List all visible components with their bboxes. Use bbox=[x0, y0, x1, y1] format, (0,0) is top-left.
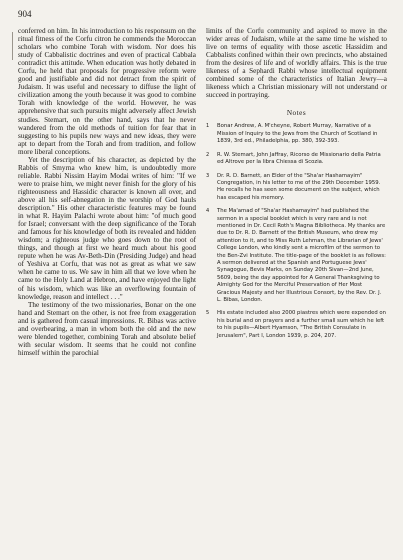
body-paragraph: The testimony of the two missionaries, Bonar on the one hand and Stemart on the other, is not free from exaggeration and is gathered from casual impressions. R. Bibas was active and overbearing, a man in whom both the old and the new were blended together, combining Torah and absolute belief with secular wisdom. It seems that he could not confine himself within the parochial bbox=[18, 300, 196, 357]
note-text: Dr. R. D. Barnett, an Elder of the "Sha'ar Hashamayim" Congregation, in his letter to me of the 29th December 1959. He recalls he has seen some document on the subject, which has escaped his memory. bbox=[217, 172, 381, 201]
note-text: His estate included also 2000 piastres which were expended on his burial and on prayers and a further small sum which he left to his pupils—Albert Hyamson, "The British Consulate in Jerusalem", Part I, London 1939, p. 204, 207. bbox=[217, 310, 386, 339]
note-text: R. W. Stemart, John Jaffray, Ricorso de Missionario della Patria ed Altrove per la libra Chiessa di Scozia. bbox=[217, 151, 381, 166]
body-paragraph: conferred on him. In his introduction to his responsum on the ritual fitness of the Corfu citron he commends the Moroccan scholars who combine Torah with wisdom. Nor does his study of Cabbalistic doctrines and even of practical Cabbala contradict this attitude. When education was hotly debated in Corfu, he held that proposals for progressive reform were good and justifiable and did not detract from the spirit of Judaism. It was useful and necessary to diffuse the light of civilization among the youth because it was good to combine Torah with knowledge of the world. However, he was apprehensive that such pursuits might adversely affect Jewish studies. Stemart, on the other hand, says that he never wandered from the old methods of tuition for fear that in suggesting to his pupils new ways and new ideas, they were apt to depart from the Torah and from tradition, and follow more liberal conceptions. bbox=[18, 27, 196, 156]
note-number: 1 bbox=[206, 123, 210, 130]
note-number: 5 bbox=[206, 310, 210, 317]
note-text: Bonar Andrew, A. M'cheyne, Robert Murray, Narrative of a Mission of Inquiry to the Jews from the Church of Scotland in 1839, 3rd ed., Philadelphia, pp. 380, 392-393. bbox=[217, 123, 378, 145]
note-item bbox=[206, 310, 387, 340]
left-column bbox=[18, 27, 196, 357]
note-number: 3 bbox=[206, 172, 210, 179]
body-paragraph: Yet the description of his character, as depicted by the Rabbis of Smyrna who knew him, is undoubtedly more reliable. Rabbi Nissim Hayim Modai writes of him: "If we were to praise him, we might never finish for the glory of his righteousness and Hassidic character is known all over, and above all his self-abnegation in the worship of God hauls description." His other characteristic features may be found in what R. Hayim Palachi wrote about him: "of much good for Israel; conversant with the deep significance of the Torah and famous for his knowledge of both its revealed and hidden wisdom; a righteous judge who goes down to the root of things, and though at first we heard much about his good repute when he was Av-Beth-Din (Presiding Judge) and head of Yeshiva at Corfu, that was not as great as what we saw when he came to us. We saw in him all that we love when he came to the Holy Land at Hebron, and have enjoyed the light of his wisdom, which was like an overflowing fountain of knowledge, reason and intellect . . ." bbox=[18, 155, 196, 301]
page-number: 904 bbox=[18, 9, 32, 19]
right-column bbox=[206, 27, 387, 346]
notes-heading: Notes bbox=[286, 109, 307, 118]
note-item bbox=[206, 123, 387, 145]
note-number: 4 bbox=[206, 208, 210, 215]
note-text: The Ma'amad of "Sha'ar Hashamayim" had published the sermon in a special booklet which is very rare and is not mentioned in Dr. Cecil Roth's Magna Bibliotheca. My thanks are due to Dr. R. D. Barnett of the British Museum, who drew my attention to it, and to Miss Ruth Lehman, the Librarian of Jews' College London, who kindly sent a microfilm of the sermon to the Ben-Zvi Institute. The title-page of the booklet is as follows: A sermon delivered at the Spanish and Portuguese Jews' Synagogue, Bevis Marks, on Sunday 20th Sivan—2nd June, 5609, being the day appointed for A General Thanksgiving to Almighty God for the Merciful Preservation of Her Most Gracious Majesty and her Illustrious Consort, by the Rev. Dr. J. L. Bibas, London. bbox=[217, 208, 386, 303]
body-paragraph: limits of the Corfu community and aspired to move in the wider areas of Judaism, while at the same time he wished to live on terms of equality with those ascetic Hassidim and Cabbalists confined within their own precincts, who abstained from the desires of life and of worldly affairs. This is the true likeness of a Sephardi Rabbi whose intellectual equipment combined some of the characteristics of Italian Jewry—a likeness which a Christian missionary will not understand or succeed in portraying. bbox=[206, 27, 387, 100]
note-item bbox=[206, 208, 387, 304]
margin-mark bbox=[12, 32, 13, 60]
note-item bbox=[206, 152, 387, 167]
note-item bbox=[206, 173, 387, 203]
note-number: 2 bbox=[206, 151, 210, 158]
